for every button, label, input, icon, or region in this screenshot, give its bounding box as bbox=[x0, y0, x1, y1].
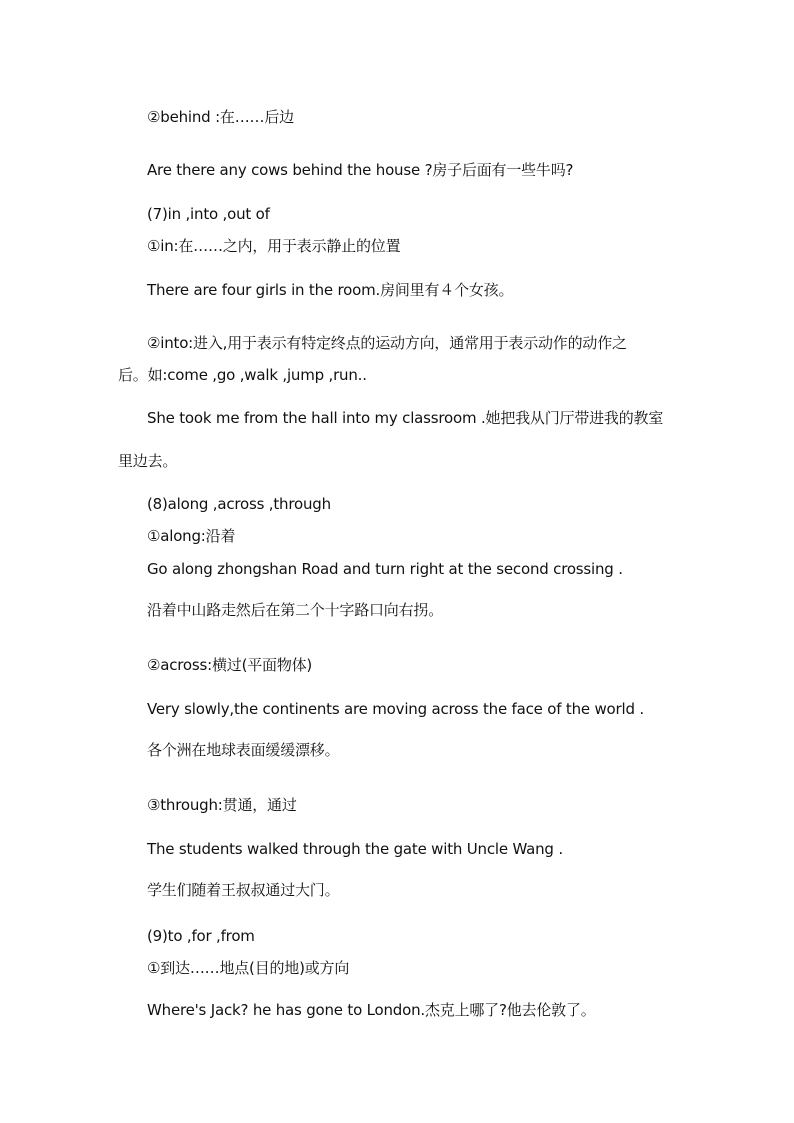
along-example-chinese: 沿着中山路走然后在第二个十字路口向右拐。 bbox=[147, 601, 444, 619]
behind-example: Are there any cows behind the house ?房子后面有一些牛吗? bbox=[147, 161, 574, 179]
to-example: Where's Jack? he has gone to London.杰克上哪了?他去伦敦了。 bbox=[147, 1001, 596, 1019]
to-heading: ①到达……地点(目的地)或方向 bbox=[147, 959, 350, 977]
through-heading: ③through:贯通，通过 bbox=[147, 796, 297, 814]
into-heading-continued: 后。如:come ,go ,walk ,jump ,run.. bbox=[118, 366, 367, 384]
along-heading: ①along:沿着 bbox=[147, 527, 236, 545]
across-heading: ②across:横过(平面物体) bbox=[147, 656, 313, 674]
into-heading: ②into:进入,用于表示有特定终点的运动方向，通常用于表示动作的动作之 bbox=[147, 334, 627, 352]
section-8-heading: (8)along ,across ,through bbox=[147, 495, 331, 513]
in-example: There are four girls in the room.房间里有４个女孩。 bbox=[147, 281, 514, 299]
through-example-english: The students walked through the gate with Uncle Wang . bbox=[147, 840, 563, 858]
into-example: She took me from the hall into my classroom .她把我从门厅带进我的教室 bbox=[147, 409, 664, 427]
across-example-english: Very slowly,the continents are moving across the face of the world . bbox=[147, 700, 644, 718]
into-example-continued: 里边去。 bbox=[118, 452, 178, 470]
section-9-heading: (9)to ,for ,from bbox=[147, 927, 255, 945]
behind-heading: ②behind :在……后边 bbox=[147, 108, 294, 126]
in-heading: ①in:在……之内，用于表示静止的位置 bbox=[147, 237, 401, 255]
section-7-heading: (7)in ,into ,out of bbox=[147, 205, 270, 223]
across-example-chinese: 各个洲在地球表面缓缓漂移。 bbox=[147, 741, 340, 759]
along-example-english: Go along zhongshan Road and turn right at the second crossing . bbox=[147, 560, 623, 578]
through-example-chinese: 学生们随着王叔叔通过大门。 bbox=[147, 881, 340, 899]
